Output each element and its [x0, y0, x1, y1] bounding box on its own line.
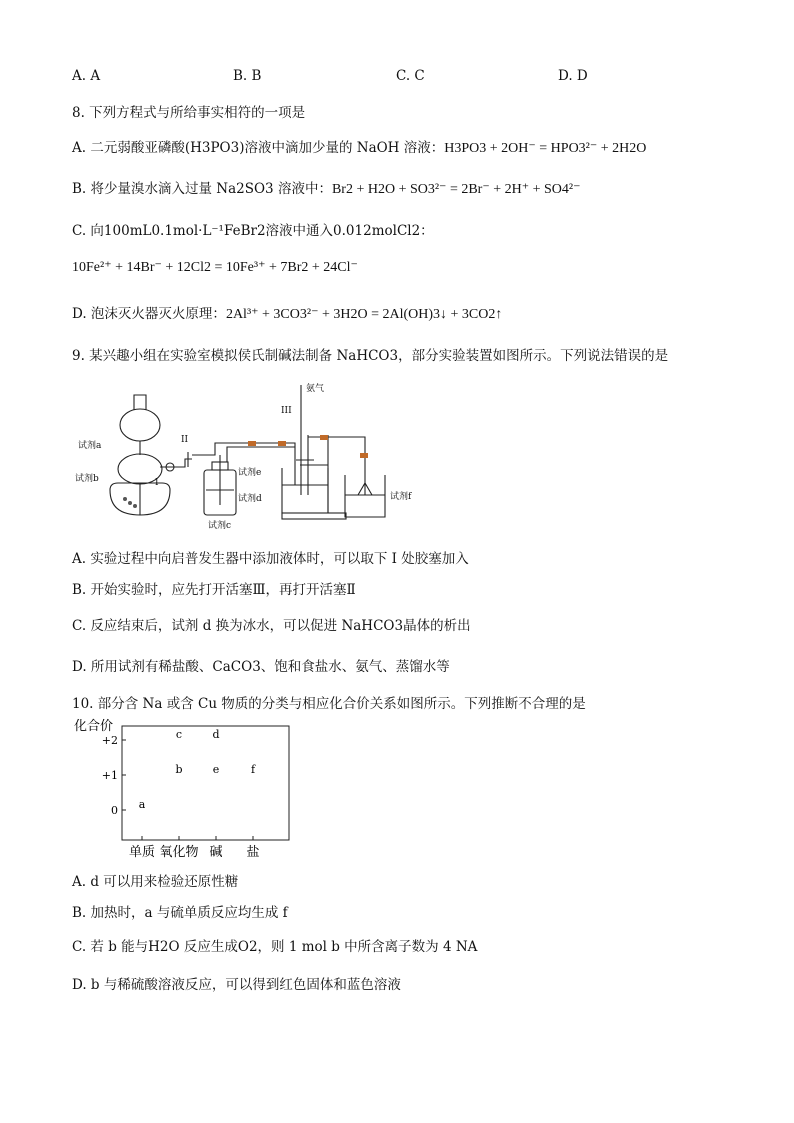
- point-c: c: [175, 728, 183, 741]
- label-stopcock-iii: III: [281, 406, 292, 416]
- q8-b-prefix: B. 将少量溴水滴入过量 Na2SO3 溶液中：: [72, 181, 332, 197]
- q10-option-a: A. d 可以用来检验还原性糖: [72, 874, 239, 890]
- label-reagent-d: 试剂d: [238, 494, 262, 504]
- point-f: f: [250, 763, 256, 776]
- q8-option-d: [72, 302, 502, 323]
- y-tick-label: +2: [101, 734, 118, 747]
- label-reagent-f: 试剂f: [390, 492, 412, 502]
- q8-a-equation: H3PO3 + 2OH⁻ = HPO3²⁻ + 2H2O: [444, 141, 647, 156]
- q8-c-equation: 10Fe²⁺ + 14Br⁻ + 12Cl2 = 10Fe³⁺ + 7Br2 + 24Cl⁻: [72, 260, 358, 275]
- x-tick-label: 盐: [246, 845, 260, 860]
- q9-stem: 9. 某兴趣小组在实验室模拟侯氏制碱法制备 NaHCO3，部分实验装置如图所示。下列说法错误的是: [72, 348, 669, 364]
- label-stopcock-i: I: [155, 478, 159, 488]
- x-tick-label: 氧化物: [159, 845, 199, 860]
- point-d: d: [212, 728, 220, 741]
- label-ammonia: 氨气: [306, 384, 325, 394]
- y-tick-label: 0: [111, 804, 118, 817]
- label-reagent-a: 试剂a: [78, 441, 102, 451]
- label-reagent-c: 试剂c: [208, 521, 232, 531]
- chart-ylabel: 化合价: [74, 719, 114, 734]
- label-stopcock-ii: II: [181, 435, 189, 445]
- q8-d-equation: 2Al³⁺ + 3CO3²⁻ + 3H2O = 2Al(OH)3↓ + 3CO2↑: [225, 307, 503, 322]
- q10-chart: [70, 714, 310, 862]
- q8-stem: 8. 下列方程式与所给事实相符的一项是: [72, 105, 306, 121]
- q9-option-b: B. 开始实验时，应先打开活塞Ⅲ，再打开活塞Ⅱ: [72, 582, 356, 598]
- point-b: b: [175, 763, 183, 776]
- q10-option-d: D. b 与稀硫酸溶液反应，可以得到红色固体和蓝色溶液: [72, 977, 401, 993]
- q10-option-b: B. 加热时，a 与硫单质反应均生成 f: [72, 905, 288, 921]
- label-reagent-e: 试剂e: [238, 468, 262, 478]
- point-e: e: [212, 763, 220, 776]
- q8-d-prefix: D. 泡沫灭火器灭火原理：: [72, 306, 226, 322]
- q9-option-c: C. 反应结束后，试剂 d 换为冰水，可以促进 NaHCO3晶体的析出: [72, 618, 471, 634]
- label-reagent-b: 试剂b: [75, 474, 99, 484]
- q8-option-a: [72, 136, 646, 157]
- q8-b-equation: Br2 + H2O + SO3²⁻ = 2Br⁻ + 2H⁺ + SO4²⁻: [331, 182, 581, 197]
- q8-option-c: C. 向100mL0.1mol·L⁻¹FeBr2溶液中通入0.012molCl2：: [72, 223, 434, 239]
- chart-frame: [122, 726, 289, 840]
- x-tick-label: 碱: [209, 845, 223, 860]
- q7-option-a: A. A: [72, 68, 101, 84]
- x-tick-label: 单质: [128, 845, 156, 860]
- kipp-top-bulb: [120, 409, 160, 441]
- q7-option-d: D. D: [558, 68, 588, 84]
- q9-option-a: A. 实验过程中向启普发生器中添加液体时，可以取下 I 处胶塞加入: [72, 551, 469, 567]
- q10-option-c: C. 若 b 能与H2O 反应生成O2，则 1 mol b 中所含离子数为 4 NA: [72, 939, 478, 955]
- q10-stem: 10. 部分含 Na 或含 Cu 物质的分类与相应化合价关系如图所示。下列推断不合理的是: [72, 696, 586, 712]
- beaker-d: [282, 468, 328, 513]
- q8-option-b: [72, 177, 581, 198]
- q7-option-c: C. C: [396, 68, 425, 84]
- y-tick-label: +1: [101, 769, 118, 782]
- q9-option-d: D. 所用试剂有稀盐酸、CaCO3、饱和食盐水、氨气、蒸馏水等: [72, 659, 450, 675]
- q7-option-b: B. B: [233, 68, 262, 84]
- q9-apparatus-figure: [70, 375, 430, 535]
- q8-a-prefix: A. 二元弱酸亚磷酸(H3PO3)溶液中滴加少量的 NaOH 溶液：: [72, 140, 445, 156]
- point-a: a: [138, 798, 146, 811]
